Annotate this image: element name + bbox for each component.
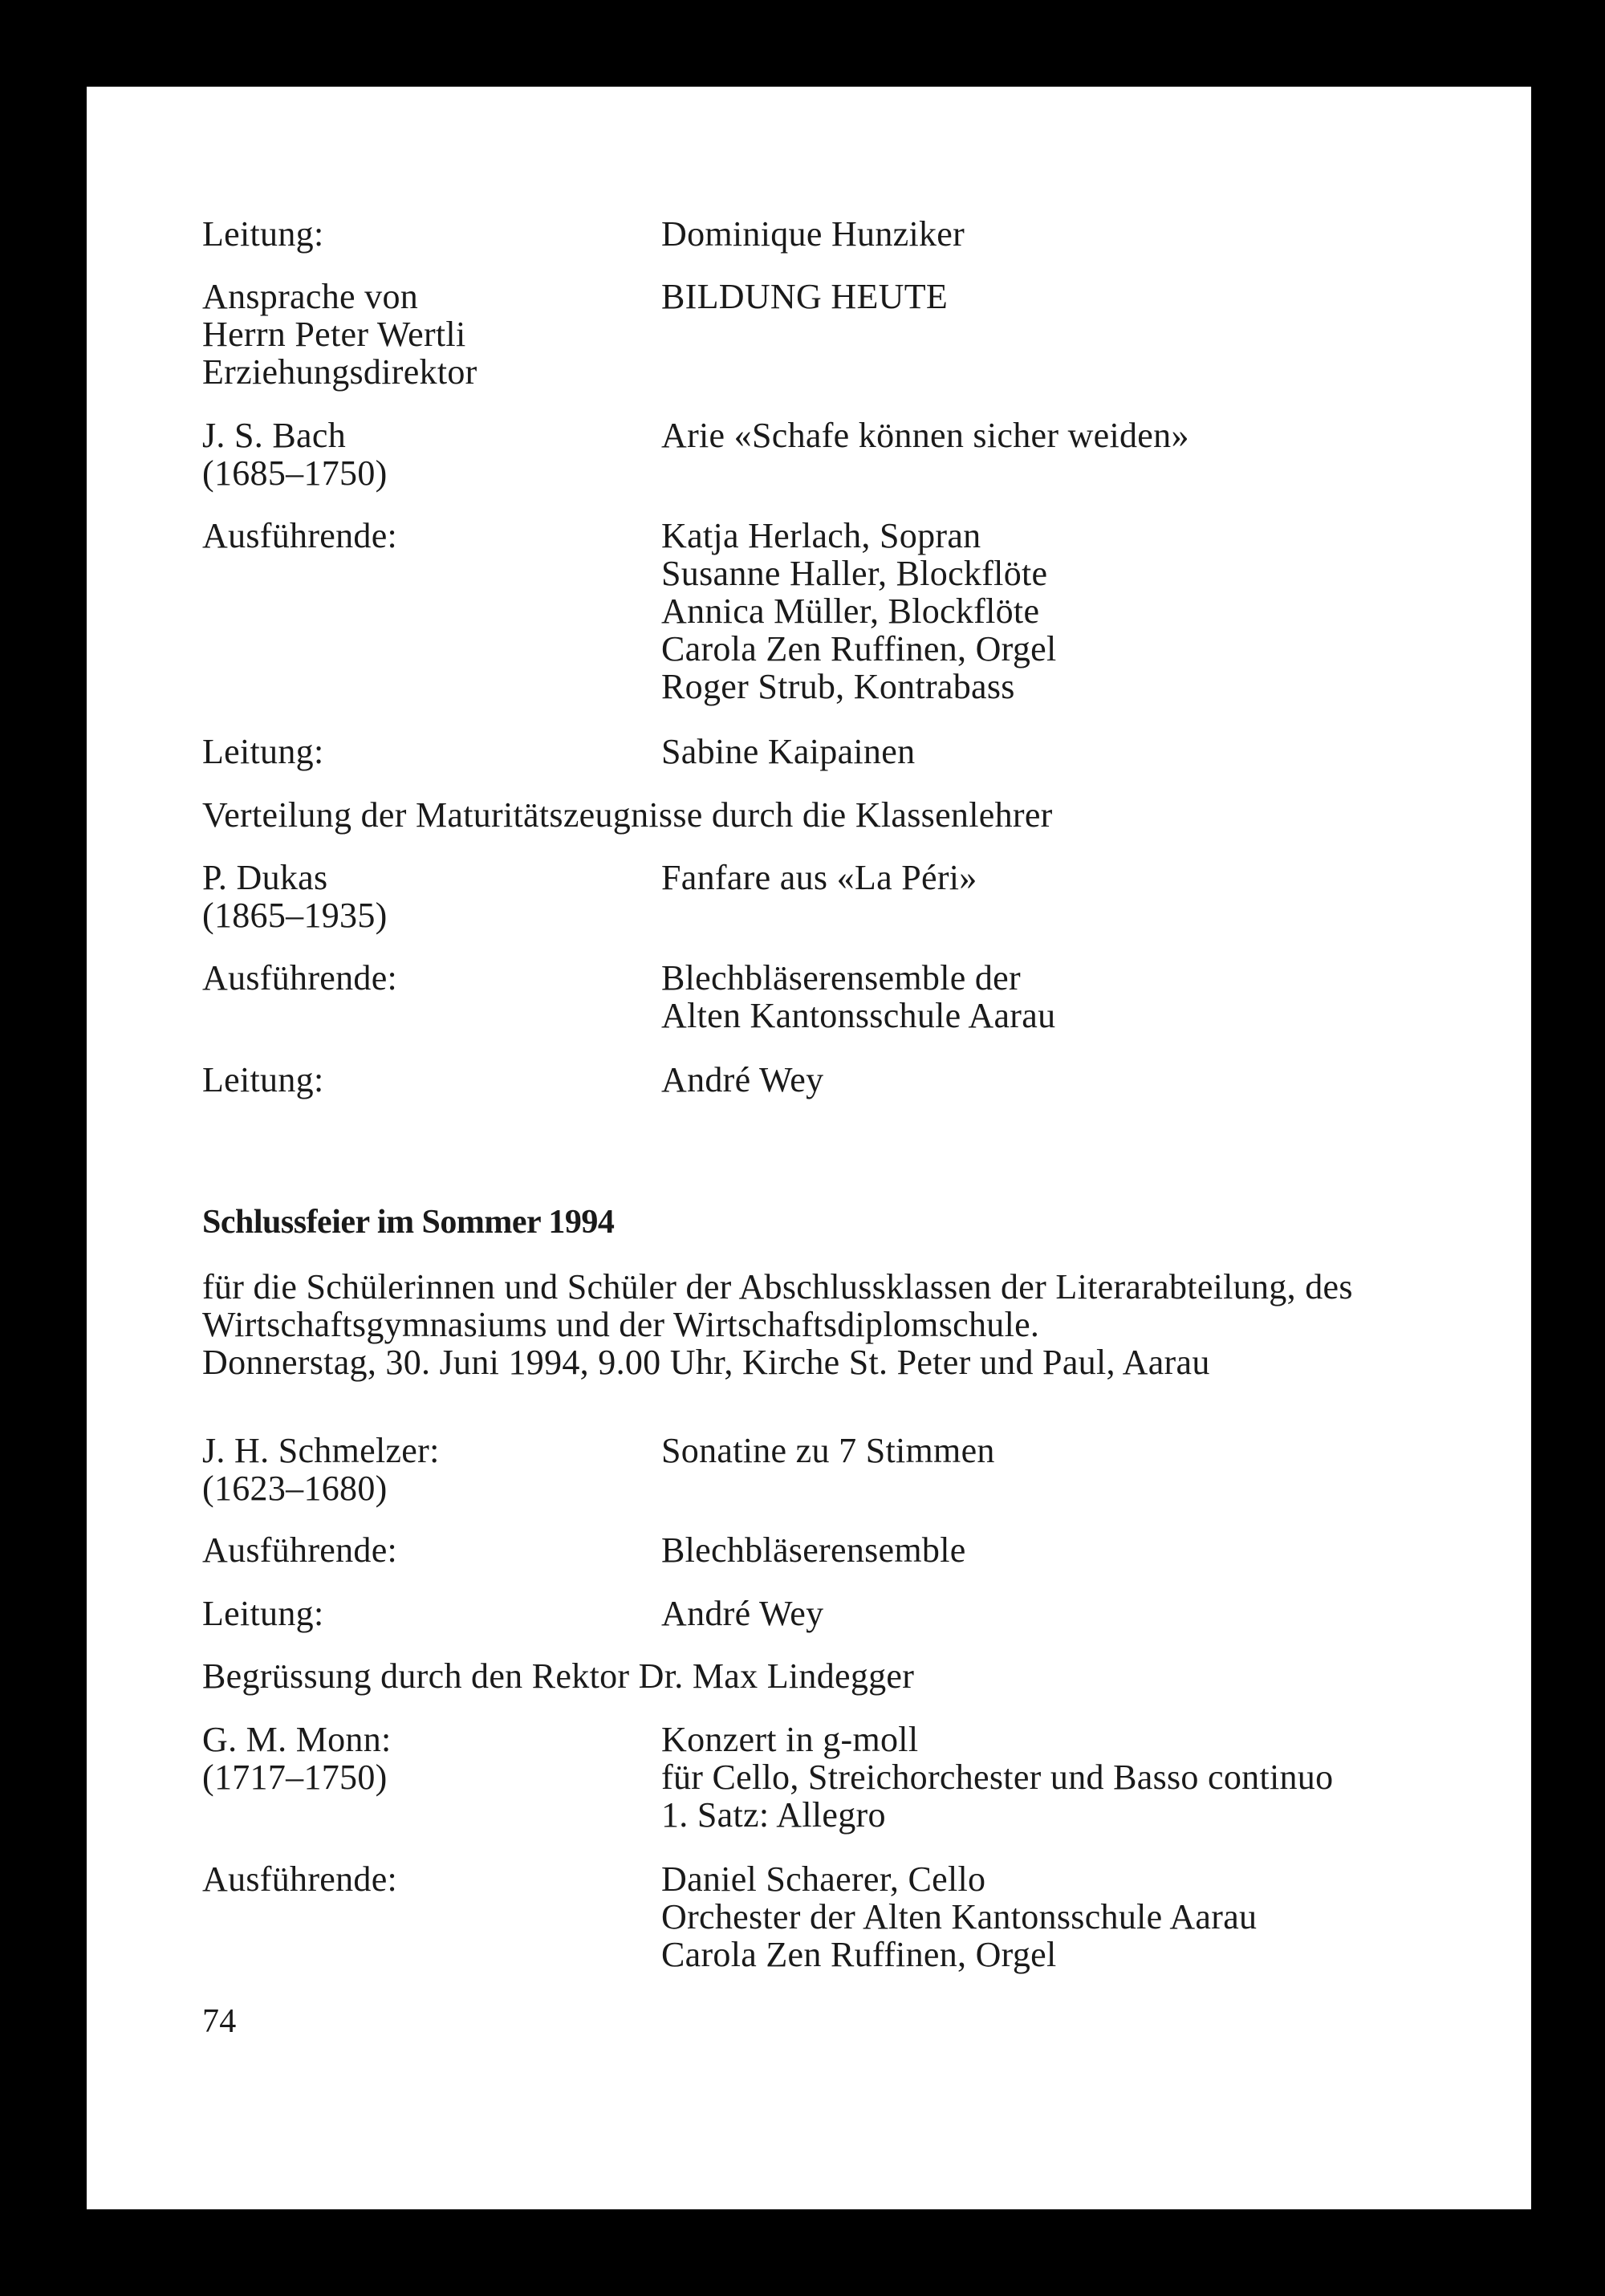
intro-line-1: für die Schülerinnen und Schüler der Abschlussklassen der Literarabteilung, des [202,1267,1353,1306]
section-heading: Schlussfeier im Sommer 1994 [202,1204,615,1241]
performer-4: Carola Zen Ruffinen, Orgel [661,629,1057,668]
ensemble-line-1: Blechbläserensemble der [661,958,1021,998]
value-work-dukas: Fanfare aus «La Péri» [661,858,977,897]
label-dates-monn: (1717–1750) [202,1758,388,1797]
distribution-line: Verteilung der Maturitätszeugnisse durch die Klassenlehrer [202,795,1053,835]
label-dates-bach: (1685–1750) [202,453,388,493]
label-dates-schmelzer: (1623–1680) [202,1469,388,1508]
value-leitung-3: André Wey [661,1060,824,1099]
performer-5: Roger Strub, Kontrabass [661,667,1015,706]
label-composer-bach: J. S. Bach [202,416,346,455]
label-ansprache-2: Herrn Peter Wertli [202,315,466,354]
value-leitung-2: Sabine Kaipainen [661,732,916,771]
value-work-bach: Arie «Schafe können sicher weiden» [661,416,1189,455]
performer-3: Annica Müller, Blockflöte [661,591,1040,631]
value-work-monn-1: Konzert in g-moll [661,1720,919,1759]
greeting-line: Begrüssung durch den Rektor Dr. Max Lindegger [202,1656,915,1696]
label-composer-monn: G. M. Monn: [202,1720,392,1759]
performer-monn-3: Carola Zen Ruffinen, Orgel [661,1935,1057,1974]
ensemble-line-2: Alten Kantonsschule Aarau [661,996,1056,1035]
performer-1: Katja Herlach, Sopran [661,516,981,555]
label-ausfuehrende-1: Ausführende: [202,516,398,555]
label-dates-dukas: (1865–1935) [202,896,388,935]
label-ausfuehrende-4: Ausführende: [202,1859,398,1899]
label-ansprache-1: Ansprache von [202,277,419,316]
value-work-monn-2: für Cello, Streichorchester und Basso continuo [661,1758,1334,1797]
intro-line-3: Donnerstag, 30. Juni 1994, 9.00 Uhr, Kirche St. Peter und Paul, Aarau [202,1343,1210,1382]
value-leitung-4: André Wey [661,1594,824,1633]
performer-monn-1: Daniel Schaerer, Cello [661,1859,986,1899]
label-composer-dukas: P. Dukas [202,858,328,897]
performer-monn-2: Orchester der Alten Kantonsschule Aarau [661,1897,1258,1936]
label-leitung-4: Leitung: [202,1594,324,1633]
page-number: 74 [202,2003,237,2040]
label-leitung-3: Leitung: [202,1060,324,1099]
label-leitung-1: Leitung: [202,214,324,254]
label-ansprache-3: Erziehungsdirektor [202,352,477,392]
value-work-schmelzer: Sonatine zu 7 Stimmen [661,1431,995,1470]
label-ausfuehrende-2: Ausführende: [202,958,398,998]
value-ansprache: BILDUNG HEUTE [661,277,949,316]
value-work-monn-3: 1. Satz: Allegro [661,1795,886,1835]
performer-2: Susanne Haller, Blockflöte [661,554,1048,593]
label-ausfuehrende-3: Ausführende: [202,1530,398,1570]
intro-line-2: Wirtschaftsgymnasiums und der Wirtschaftsdiplomschule. [202,1305,1040,1344]
value-ausfuehrende-3: Blechbläserensemble [661,1530,966,1570]
label-leitung-2: Leitung: [202,732,324,771]
label-composer-schmelzer: J. H. Schmelzer: [202,1431,440,1470]
value-leitung-1: Dominique Hunziker [661,214,965,254]
